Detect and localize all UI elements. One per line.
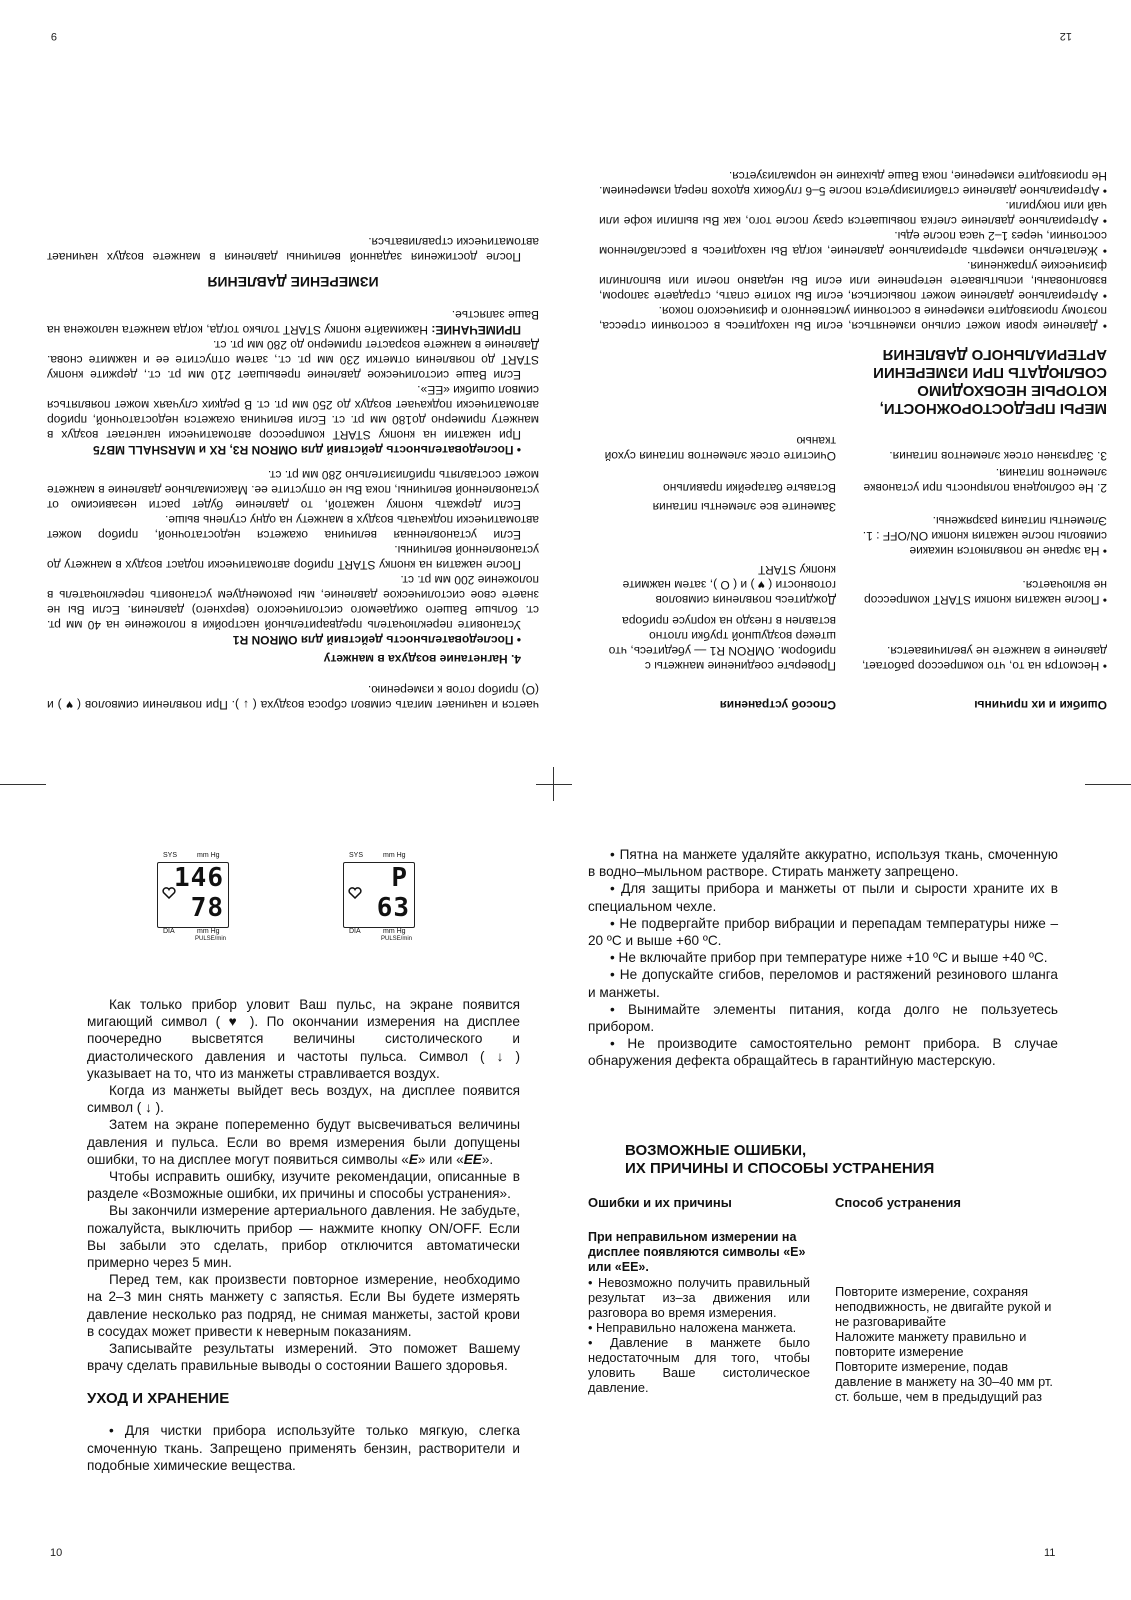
mmhg-label: mm Hg (383, 852, 406, 859)
crop-mark-right (1085, 784, 1131, 785)
list-item: • Неправильно наложена манжета. (588, 1320, 797, 1335)
list-item: • Артериальное давление стабилизируется после 5–6 глубоких вдохов перед измерением. Не производите измерение, пока Ваше дыхание не нормализуется. (599, 169, 1107, 198)
paragraph-text: » или « (417, 1151, 464, 1167)
table-row-fix: Вставьте батарейки правильно (663, 481, 836, 495)
subsection-heading: • Последовательность действий для OMRON R1 (232, 633, 521, 647)
errors-heading-line: ВОЗМОЖНЫЕ ОШИБКИ, (625, 1142, 807, 1159)
paragraph: Если установленная величина окажется недостаточной, прибор может автоматически подкачать воздух в манжету на одну ступень выше. (47, 513, 539, 542)
mmhg-label: mm Hg (197, 928, 220, 935)
subsection-heading: • Последовательность действий для OMRON R3, RX и MARSHALL MB75 (93, 443, 521, 457)
list-item: • Артериальное давление слегка повышается сразу после того, как Вы выпили кофе или чай или покурили. (599, 199, 1107, 228)
page-number: 10 (50, 1547, 63, 1559)
table-rows (599, 433, 1107, 673)
paragraph: После достижения заданной величины давления в манжете воздух начинает автоматически стравливаться. (47, 235, 539, 264)
mmhg-label: mm Hg (197, 852, 220, 859)
errors-heading-line: ИХ ПРИЧИНЫ И СПОСОБЫ УСТРАНЕНИЯ (625, 1160, 935, 1177)
list-item: • Для защиты прибора и манжеты от пыли и сырости храните их в специальном чехле. (588, 881, 1058, 914)
col-header-errors: Ошибки и их причины (588, 1195, 732, 1210)
paragraph: • Для чистки прибора используйте только мягкую, слегка смоченную ткань. Запрещено применять бензин, растворители и подобные химические вещества. (87, 1423, 520, 1473)
lcd-display (157, 852, 267, 964)
list-item: • Вынимайте элементы питания, когда долго не пользуетесь прибором. (588, 1001, 1058, 1035)
errors-heading (625, 1142, 1055, 1178)
table-row-error: • На экране не появляются никакие символы после нажатия кнопки ON/OFF : 1. Элементы питания разряжены. (862, 514, 1107, 558)
paragraph: Перед тем, как произвести повторное измерение, необходимо на 2–3 мин снять манжету с запястья. Если Вы будете измерять давление несколько раз подряд, не снимая манжеты, застой крови в сосудах может привести к неверным показаниям. (87, 1272, 520, 1339)
page-10-column (87, 996, 520, 1474)
lcd-screen (343, 862, 415, 928)
table-row-fix: Очистите отсек элементов питания сухой тканью (604, 434, 836, 463)
list-item: • Невозможно получить правильный результат из–за движения или разговора во время измерения. (588, 1275, 810, 1320)
crop-mark-center-v (553, 767, 554, 801)
precautions-heading: МЕРЫ ПРЕДОСТОРОЖНОСТИ, КОТОРЫЕ НЕОБХОДИМО СОБЛЮДАТЬ ПРИ ИЗМЕРЕНИИ АРТЕРИАЛЬНОГО ДАВЛЕНИЯ (873, 346, 1107, 417)
col-header-fix: Способ устранения (835, 1195, 962, 1210)
note-text: Нажимайте кнопку START только тогда, когда манжета наложена на Ваше запястье. (47, 308, 539, 337)
errors-table (588, 1195, 1058, 1404)
table-row-error: • Несмотря на то, что компрессор работает, давление в манжете не увеличивается. (862, 644, 1107, 673)
pulse-label: PULSE/min (381, 936, 413, 942)
list-item: • Не допускайте сгибов, переломов и растяжений резинового шланга и манжеты. (588, 967, 1058, 1000)
table-row-fix: Дождитесь появления символов готовности ( ♥ ) и ( O ), затем нажмите кнопку START (622, 563, 836, 607)
mmhg-label: mm Hg (383, 928, 406, 935)
paragraph (87, 1116, 520, 1168)
list-item: • Не подвергайте прибор вибрации и перепадам температуры ниже –20 ºC и выше +60 ºC. (588, 915, 1058, 949)
fix-item: Повторите измерение, сохраняя неподвижность, не двигайте рукой и не разговаривайте (835, 1284, 1052, 1329)
pulse-label: PULSE/min (195, 936, 227, 942)
lcd-display (343, 852, 453, 964)
table-row-fix: Замените все элементы питания (652, 500, 836, 514)
page-number: 12 (1059, 30, 1072, 42)
section-heading: ИЗМЕРЕНИЕ ДАВЛЕНИЯ (207, 274, 379, 290)
list-item: • Давление крови может сильно изменяться, если Вы находитесь в состоянии стресса, поэтому производите измерение в состоянии умственного и физического покоя. (599, 304, 1107, 333)
lcd-screen (157, 862, 229, 928)
list-item: • Пятна на манжете удаляйте аккуратно, используя ткань, смоченную в водно–мыльном растворе. Стирать манжету запрещено. (588, 847, 1058, 880)
sys-value: P (391, 863, 408, 893)
dia-label: DIA (349, 928, 361, 935)
list-item: • Не производите самостоятельно ремонт прибора. В случае обнаружения дефекта обращайтесь в гарантийную мастерскую. (588, 1036, 1058, 1069)
page-11-column (588, 846, 1058, 1070)
table-row-error: 3. Загрязнен отсек элементов питания. (889, 449, 1107, 463)
list-item: • Не включайте прибор при температуре ниже +10 ºC и выше +40 ºC. (610, 950, 1048, 966)
table-row-error: • После нажатия кнопки START компрессор не включается. (864, 578, 1107, 607)
paragraph-text: ». (481, 1151, 494, 1167)
fix-item: Повторите измерение, подав давление в манжету на 30–40 мм рт. ст. больше, чем в предыдущий раз (835, 1359, 1053, 1404)
section-heading: УХОД И ХРАНЕНИЕ (87, 1390, 230, 1408)
top-half-rotated (0, 0, 1131, 770)
paragraph: Установите переключатель предварительной настройки в положение на 40 мм рт. ст. больше Вашего ожидаемого систолического (верхнего) давления. Если Вы не знаете свое систолическое давление, мы рекомендуем установить переключатель в положение 200 мм рт. ст. (47, 573, 539, 632)
paragraph: Записывайте результаты измерений. Это поможет Вашему врачу сделать правильные выводы о состоянии Вашего здоровья. (87, 1341, 520, 1374)
dia-value: 78 (190, 893, 224, 923)
heart-icon (162, 887, 176, 899)
intro-text: чается и начинает мигать символ сброса воздуха ( ↓ ). При появлении символов ( ♥ ) и (O) прибор готов к измерению. (47, 683, 539, 712)
paragraph: Когда из манжеты выйдет весь воздух, на дисплее появится символ ( ↓ ). (87, 1083, 520, 1116)
error-heading: При неправильном измерении на дисплее появляются символы «E» или «EE». (588, 1230, 806, 1274)
error-symbol-ee: EE (463, 1151, 482, 1167)
table-row-fix: Проверьте соединение манжеты с прибором. OMRON R1 — убедитесь, что штекер воздушной трубки плотно вставлен в гнездо на корпусе прибора (608, 614, 836, 673)
col-header-fix: Способ устранения (719, 698, 836, 712)
paragraph: Если Ваше систолическое давление превышает 210 мм рт. ст., держите кнопку START до появления отметки 230 мм рт. ст., затем отпустите ее и нажмите снова. Давление в манжете возрастет примерно до 280 мм рт. ст. (47, 338, 539, 382)
section-heading: 4. Нагнетание воздуха в манжету (323, 652, 521, 666)
pulse-value: 63 (376, 893, 410, 923)
error-symbol-e: E (408, 1151, 418, 1167)
table-row-error: 2. Не соблюдена полярность при установке элементов питания. (863, 466, 1107, 495)
paragraph: Вы закончили измерение артериального давления. Не забудьте, пожалуйста, выключить прибор — нажмите кнопку ON/OFF. Если Вы забыли это сделать, прибор отключится автоматически примерно через 5 мин. (87, 1203, 520, 1271)
crop-mark-center-h (536, 784, 572, 785)
dia-label: DIA (163, 928, 175, 935)
list-item: • Давление в манжете было недостаточным для того, чтобы уловить Ваше систолическое давление. (588, 1335, 810, 1395)
page-9-content (47, 234, 539, 712)
fix-item: Наложите манжету правильно и повторите измерение (835, 1329, 1027, 1359)
col-header-errors: Ошибки и их причины (974, 698, 1107, 712)
paragraph: При нажатии на кнопку START компрессор автоматически нагнетает воздух в манжету примерно до180 мм рт. ст. Если величина окажется недостаточной, прибор автоматически подкачает воздух до 250 мм рт. ст. В редких случаях может появляться символ ошибки «EE». (47, 383, 539, 442)
page-number: 9 (50, 30, 57, 42)
troubleshoot-table (599, 168, 1107, 712)
sys-label: SYS (349, 852, 364, 859)
heart-icon (348, 887, 362, 899)
paragraph: Как только прибор уловит Ваш пульс, на экране появится мигающий символ ( ♥ ). По окончании измерения на дисплее поочередно высветятся величины систолического и диастолического давления и частоты пульса. Символ ( ↓ ) указывает на то, что из манжеты стравливается воздух. (87, 997, 520, 1081)
list-item: • Артериальное давление может повыситься, если Вы хотите спать, страдаете запором, взволнованы, испытываете нетерпение или если Вы недавно поели или выполнили физические упражнения. (599, 259, 1107, 303)
paragraph: После нажатия на кнопку START прибор автоматически подаст воздух в манжету до установленной величины. (47, 543, 539, 572)
sys-label: SYS (163, 852, 178, 859)
sys-value: 146 (174, 863, 224, 893)
paragraph: Чтобы исправить ошибку, изучите рекомендации, описанные в разделе «Возможные ошибки, их причины и способы устранения». (87, 1169, 520, 1202)
crop-mark-left (0, 784, 46, 785)
note (47, 307, 539, 337)
paragraph: Если держать кнопку нажатой, то давление будет расти независимо от установленной величины, пока Вы не отпустите ее. Максимальное давление в манжете может составлять приблизительно 280 мм рт. ст. (47, 468, 539, 512)
note-label: ПРИМЕЧАНИЕ: (431, 323, 521, 337)
paragraph-text: Затем на экране попеременно будут высвечиваться величины давления и пульса. Если во время измерения были допущены ошибки, то на дисплее могут появиться символы « (87, 1117, 520, 1167)
list-item: • Желательно измерять артериальное давление, когда Вы находитесь в расслабленном состоянии, через 1–2 часа после еды. (599, 229, 1107, 258)
page-number: 11 (1044, 1547, 1056, 1559)
